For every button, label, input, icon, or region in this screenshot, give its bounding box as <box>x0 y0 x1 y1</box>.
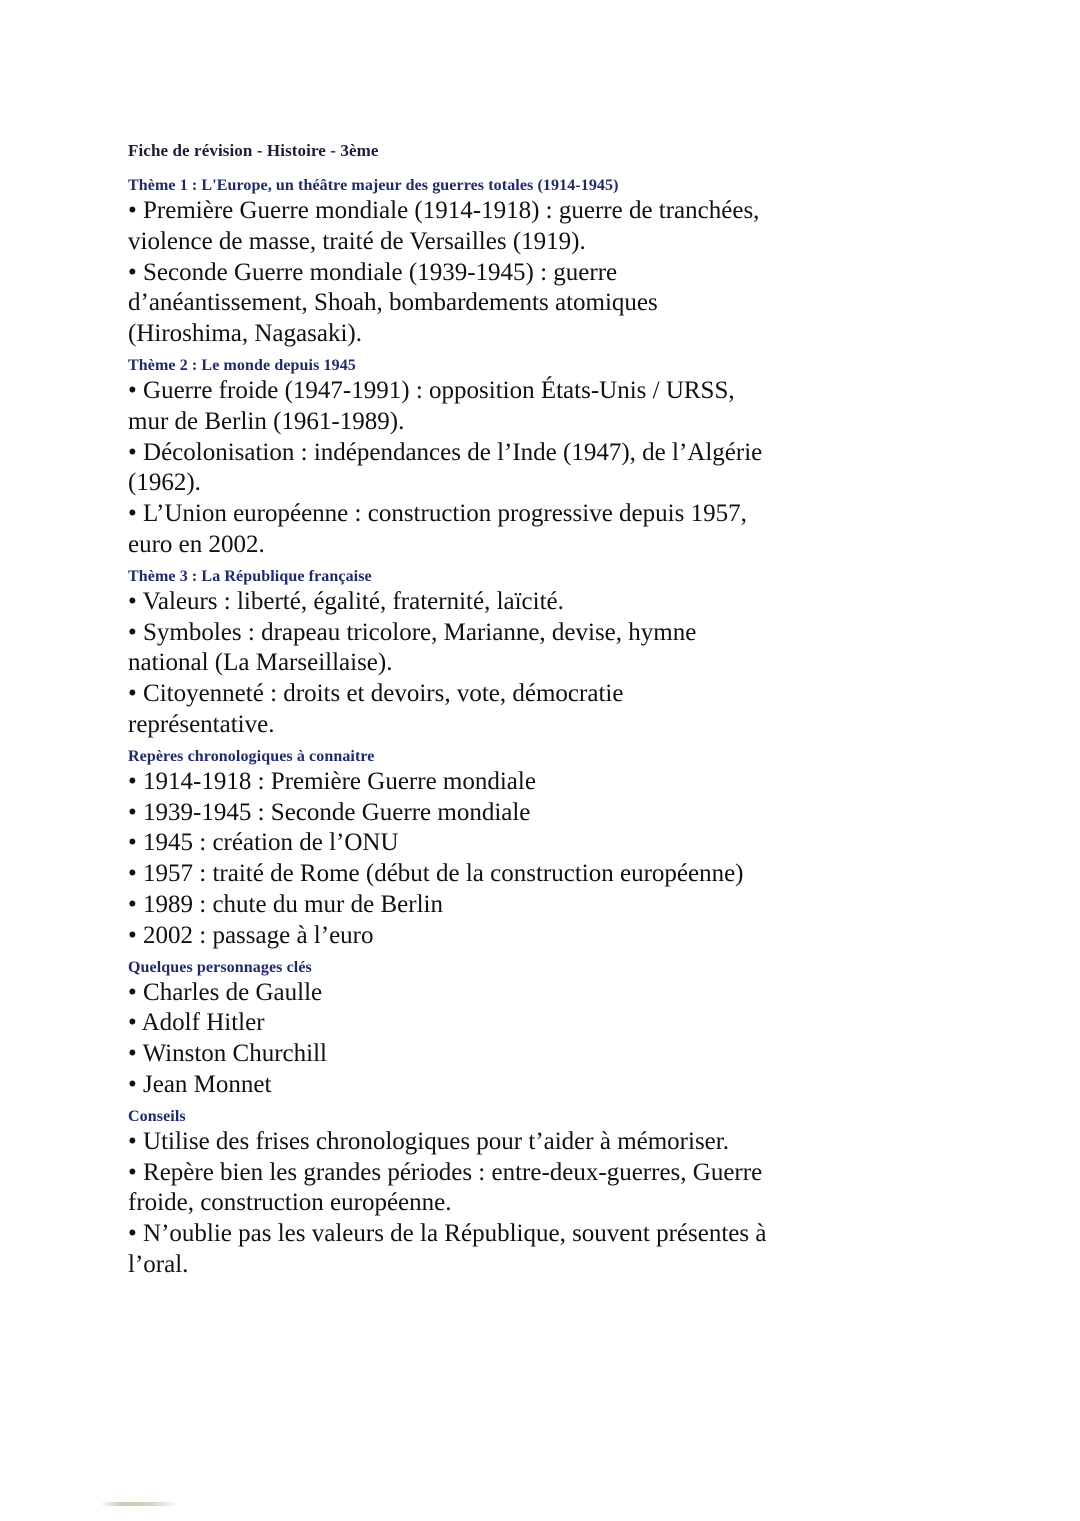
section-heading: Thème 3 : La République française <box>128 567 372 585</box>
list-item-text: 1939-1945 : Seconde Guerre mondiale <box>143 798 531 826</box>
list-item <box>128 859 768 890</box>
list-item-text: Première Guerre mondiale (1914-1918) : guerre de tranchées, violence de masse, traité de Versailles (1919). <box>128 197 760 255</box>
list-item <box>128 1008 768 1039</box>
list-item-text: Jean Monnet <box>143 1070 272 1098</box>
list-item-text: 1945 : création de l’ONU <box>143 829 399 857</box>
bullet-icon: • <box>128 829 144 857</box>
bullet-icon: • <box>128 921 144 949</box>
list-item <box>128 798 768 829</box>
list-item-text: 1914-1918 : Première Guerre mondiale <box>143 767 536 795</box>
section-heading: Conseils <box>128 1107 186 1125</box>
bullet-list <box>128 587 768 741</box>
list-item-text: Symboles : drapeau tricolore, Marianne, devise, hymne national (La Marseillaise). <box>128 618 697 677</box>
bullet-icon: • <box>128 798 144 826</box>
bullet-icon: • <box>128 767 144 795</box>
bullet-icon: • <box>128 618 144 646</box>
list-item <box>128 618 768 680</box>
list-item-text: 1957 : traité de Rome (début de la construction européenne) <box>143 860 744 888</box>
section-theme-3 <box>128 567 768 741</box>
list-item <box>128 438 768 500</box>
list-item <box>128 1039 768 1070</box>
bullet-icon: • <box>128 1220 144 1248</box>
bullet-icon: • <box>128 890 144 918</box>
list-item <box>128 1127 768 1158</box>
bullet-icon: • <box>128 680 144 708</box>
bullet-list <box>128 376 768 561</box>
section-heading: Repères chronologiques à connaitre <box>128 747 375 765</box>
list-item-text: Valeurs : liberté, égalité, fraternité, laïcité. <box>142 587 564 615</box>
bullet-icon: • <box>128 500 144 528</box>
list-item <box>128 978 768 1009</box>
bullet-icon: • <box>128 197 144 224</box>
bullet-icon: • <box>128 376 144 404</box>
list-item-text: Utilise des frises chronologiques pour t’aider à mémoriser. <box>143 1127 729 1155</box>
list-item <box>128 767 768 798</box>
bullet-icon: • <box>128 587 143 615</box>
list-item <box>128 376 768 438</box>
bullet-list <box>128 767 768 952</box>
list-item <box>128 921 768 952</box>
list-item-text: Repère bien les grandes périodes : entre-deux-guerres, Guerre froide, construction européenne. <box>128 1158 763 1217</box>
section-heading: Thème 2 : Le monde depuis 1945 <box>128 356 356 374</box>
list-item <box>128 1158 768 1220</box>
list-item <box>128 679 768 741</box>
list-item-text: Guerre froide (1947-1991) : opposition États-Unis / URSS, mur de Berlin (1961-1989). <box>128 376 735 435</box>
bullet-list <box>128 196 768 350</box>
list-item-text: Citoyenneté : droits et devoirs, vote, démocratie représentative. <box>128 680 624 738</box>
bullet-icon: • <box>128 1070 144 1098</box>
section-key-figures <box>128 958 768 1101</box>
list-item <box>128 1070 768 1101</box>
bullet-icon: • <box>128 1040 143 1068</box>
list-item-text: 2002 : passage à l’euro <box>143 921 374 949</box>
section-advice <box>128 1107 768 1281</box>
list-item-text: Seconde Guerre mondiale (1939-1945) : guerre d’anéantissement, Shoah, bombardements atomiques (Hiroshima, Nagasaki). <box>128 258 658 348</box>
paper-smudge <box>100 1502 178 1506</box>
bullet-icon: • <box>128 1158 144 1186</box>
list-item-text: 1989 : chute du mur de Berlin <box>143 890 443 918</box>
bullet-list <box>128 1127 768 1281</box>
section-heading: Quelques personnages clés <box>128 958 312 976</box>
bullet-icon: • <box>128 438 144 466</box>
bullet-list <box>128 978 768 1101</box>
list-item <box>128 499 768 561</box>
bullet-icon: • <box>128 1127 144 1155</box>
list-item <box>128 258 768 350</box>
revision-sheet <box>128 138 768 1287</box>
list-item-text: Adolf Hitler <box>141 1009 265 1037</box>
list-item <box>128 1219 768 1281</box>
bullet-icon: • <box>128 978 144 1006</box>
list-item <box>128 587 768 618</box>
list-item <box>128 196 768 258</box>
list-item-text: Décolonisation : indépendances de l’Inde (1947), de l’Algérie (1962). <box>128 438 763 497</box>
bullet-icon: • <box>128 258 144 286</box>
section-timeline <box>128 747 768 952</box>
section-heading: Thème 1 : L'Europe, un théâtre majeur des guerres totales (1914-1945) <box>128 177 619 194</box>
bullet-icon: • <box>128 1009 142 1037</box>
section-theme-2 <box>128 356 768 561</box>
list-item-text: L’Union européenne : construction progressive depuis 1957, euro en 2002. <box>128 500 747 558</box>
section-theme-1 <box>128 176 768 350</box>
bullet-icon: • <box>128 860 144 888</box>
list-item-text: Winston Churchill <box>142 1040 327 1068</box>
document-title: Fiche de révision - Histoire - 3ème <box>128 141 379 160</box>
list-item <box>128 828 768 859</box>
list-item-text: Charles de Gaulle <box>143 978 323 1006</box>
list-item <box>128 890 768 921</box>
list-item-text: N’oublie pas les valeurs de la République, souvent présentes à l’oral. <box>128 1220 767 1278</box>
